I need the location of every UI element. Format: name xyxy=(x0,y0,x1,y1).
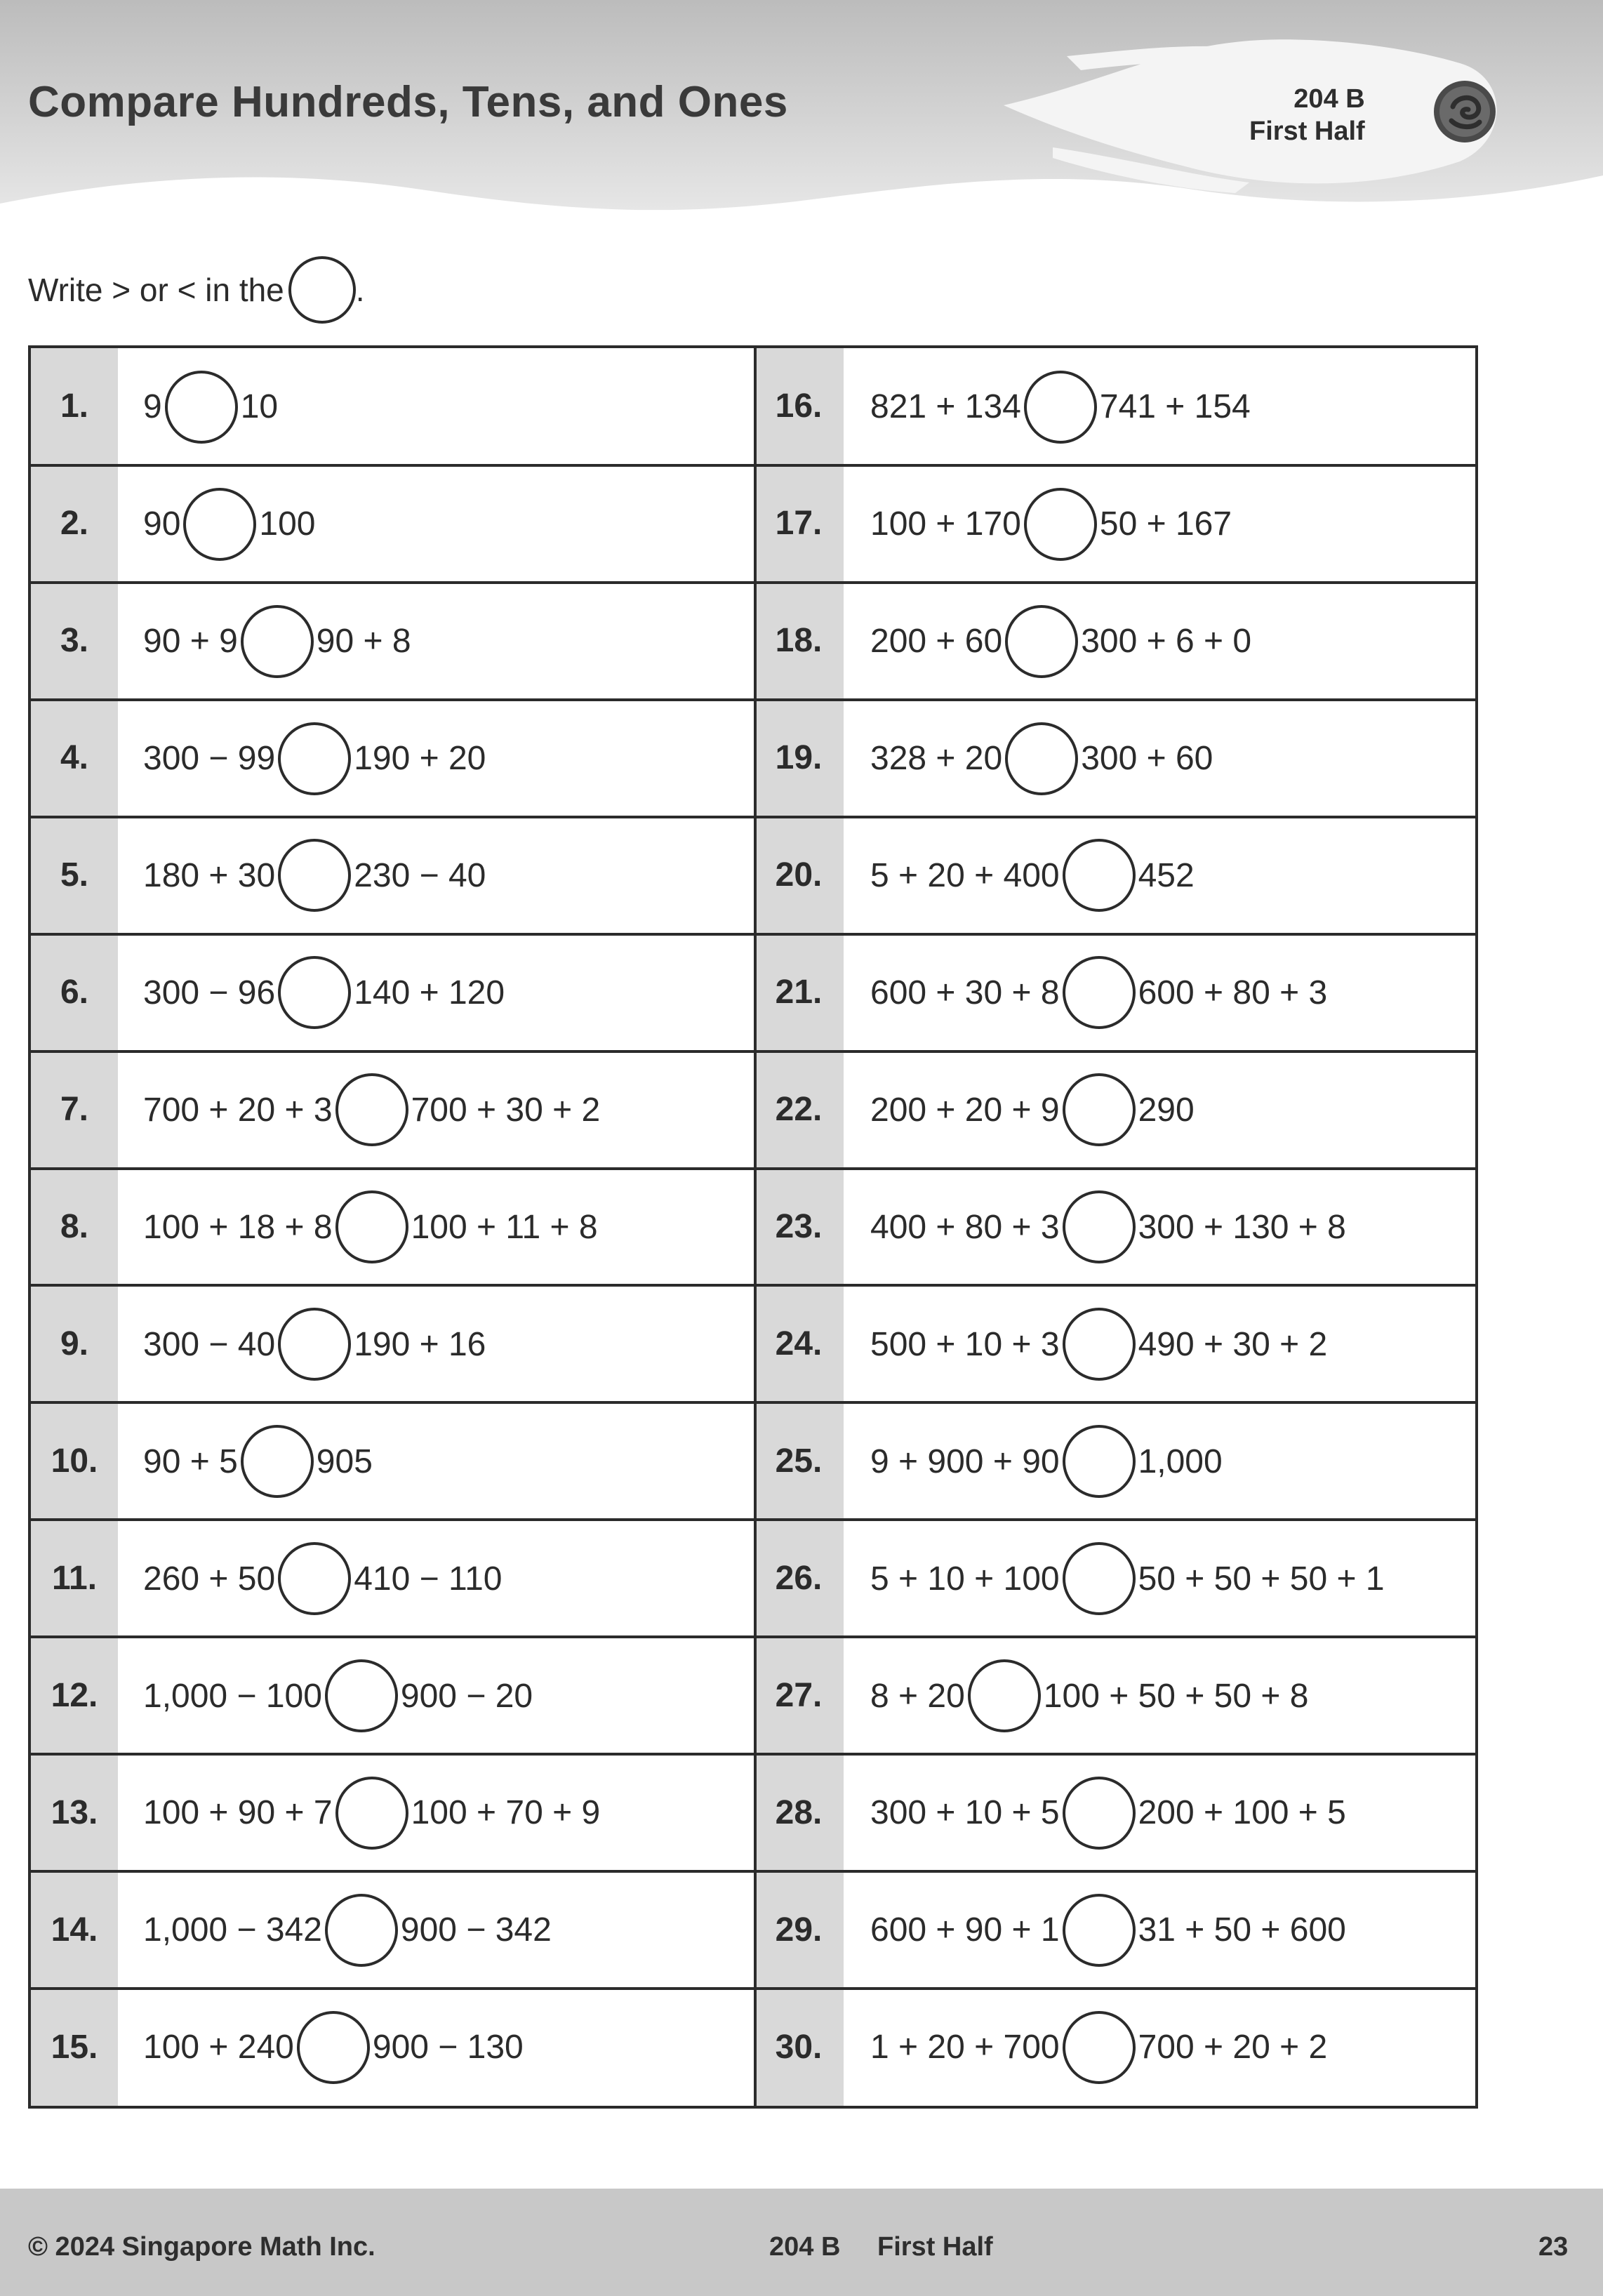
copyright: © 2024 Singapore Math Inc. xyxy=(28,2232,375,2262)
answer-circle[interactable] xyxy=(335,1777,408,1850)
answer-circle[interactable] xyxy=(968,1659,1041,1732)
comparison-problem xyxy=(870,1051,1195,1169)
comparison-problem xyxy=(143,583,411,701)
right-expression: 452 xyxy=(1138,856,1195,894)
comparison-problem xyxy=(870,1402,1223,1520)
answer-circle[interactable] xyxy=(183,488,256,561)
problem-number: 5. xyxy=(60,856,89,894)
answer-circle[interactable] xyxy=(1024,371,1097,444)
right-expression: 100 + 11 + 8 xyxy=(411,1208,598,1246)
problem-number: 16. xyxy=(775,387,823,425)
comparison-problem xyxy=(143,1871,552,1989)
answer-circle[interactable] xyxy=(241,1425,314,1498)
row-divider xyxy=(31,1401,1475,1404)
row-divider xyxy=(31,464,1475,467)
left-expression: 90 xyxy=(143,505,181,543)
comparison-problem xyxy=(143,1285,486,1403)
comparison-problem xyxy=(143,700,486,818)
row-divider xyxy=(31,1284,1475,1287)
row-divider xyxy=(31,1753,1475,1756)
answer-circle[interactable] xyxy=(1063,1542,1136,1615)
comparison-problem xyxy=(143,934,505,1052)
level-swirl-icon xyxy=(1432,79,1498,145)
right-expression: 50 + 50 + 50 + 1 xyxy=(1138,1560,1385,1598)
comparison-problem xyxy=(870,1285,1327,1403)
comparison-problem xyxy=(143,1520,503,1638)
right-expression: 900 − 130 xyxy=(372,2029,524,2066)
right-expression: 140 + 120 xyxy=(354,974,505,1011)
problem-number: 13. xyxy=(51,1793,98,1831)
footer-level: 204 B xyxy=(769,2232,841,2262)
problem-number: 6. xyxy=(60,974,89,1011)
right-expression: 50 + 167 xyxy=(1099,505,1232,543)
problem-number: 1. xyxy=(60,387,89,425)
left-expression: 5 + 10 + 100 xyxy=(870,1560,1060,1598)
problem-number: 4. xyxy=(60,739,89,777)
problem-number: 2. xyxy=(60,505,89,543)
problem-number: 7. xyxy=(60,1091,89,1129)
right-expression: 31 + 50 + 600 xyxy=(1138,1911,1346,1949)
comparison-problem xyxy=(870,817,1195,935)
answer-circle[interactable] xyxy=(241,605,314,678)
left-expression: 180 + 30 xyxy=(143,856,276,894)
answer-circle[interactable] xyxy=(165,371,238,444)
right-expression: 300 + 6 + 0 xyxy=(1081,623,1252,661)
problem-number: 23. xyxy=(775,1208,823,1245)
left-expression: 1 + 20 + 700 xyxy=(870,2029,1060,2066)
left-expression: 8 + 20 xyxy=(870,1677,965,1715)
comparison-problem xyxy=(143,1754,600,1872)
left-expression: 500 + 10 + 3 xyxy=(870,1325,1060,1363)
right-expression: 700 + 30 + 2 xyxy=(411,1091,601,1129)
comparison-problem xyxy=(870,1871,1346,1989)
comparison-problem xyxy=(143,1402,373,1520)
row-divider xyxy=(31,1518,1475,1521)
problem-number: 18. xyxy=(775,622,823,660)
right-expression: 100 xyxy=(259,505,316,543)
left-expression: 1,000 − 342 xyxy=(143,1911,322,1949)
left-expression: 600 + 30 + 8 xyxy=(870,974,1060,1011)
footer-half: First Half xyxy=(877,2232,993,2262)
circle-example-icon xyxy=(288,256,356,324)
left-expression: 300 − 99 xyxy=(143,740,276,778)
row-divider xyxy=(31,1870,1475,1873)
answer-circle[interactable] xyxy=(1063,839,1136,912)
comparison-problem xyxy=(870,1754,1346,1872)
right-expression: 741 + 154 xyxy=(1099,388,1251,426)
problem-number: 22. xyxy=(775,1091,823,1129)
level-badge xyxy=(1249,83,1365,147)
comparison-problem xyxy=(143,1637,533,1755)
answer-circle[interactable] xyxy=(1063,1190,1136,1263)
answer-circle[interactable] xyxy=(335,1073,408,1146)
answer-circle[interactable] xyxy=(278,956,351,1029)
left-expression: 300 − 96 xyxy=(143,974,276,1011)
comparison-problem xyxy=(870,1989,1327,2106)
problem-table xyxy=(28,345,1478,2109)
left-expression: 260 + 50 xyxy=(143,1560,276,1598)
problem-number: 21. xyxy=(775,974,823,1011)
right-expression: 100 + 50 + 50 + 8 xyxy=(1043,1677,1309,1715)
problem-number: 30. xyxy=(775,2028,823,2066)
comparison-problem xyxy=(143,348,278,466)
answer-circle[interactable] xyxy=(1024,488,1097,561)
comparison-problem xyxy=(870,583,1251,701)
answer-circle[interactable] xyxy=(325,1659,398,1732)
problem-number: 11. xyxy=(51,1559,98,1597)
left-expression: 90 + 5 xyxy=(143,1442,238,1480)
row-divider xyxy=(31,816,1475,818)
comparison-problem xyxy=(870,348,1251,466)
answer-circle[interactable] xyxy=(1005,722,1078,795)
answer-circle[interactable] xyxy=(1063,1425,1136,1498)
comparison-problem xyxy=(870,1169,1346,1287)
problem-number: 12. xyxy=(51,1676,98,1714)
left-expression: 600 + 90 + 1 xyxy=(870,1911,1060,1949)
answer-circle[interactable] xyxy=(278,722,351,795)
answer-circle[interactable] xyxy=(1005,605,1078,678)
right-expression: 490 + 30 + 2 xyxy=(1138,1325,1328,1363)
answer-circle[interactable] xyxy=(297,2011,370,2084)
left-expression: 5 + 20 + 400 xyxy=(870,856,1060,894)
answer-circle[interactable] xyxy=(1063,1308,1136,1381)
comparison-problem xyxy=(870,700,1213,818)
right-expression: 600 + 80 + 3 xyxy=(1138,974,1328,1011)
right-expression: 190 + 20 xyxy=(354,740,486,778)
answer-circle[interactable] xyxy=(1063,1073,1136,1146)
problem-number: 9. xyxy=(60,1325,89,1362)
page-number: 23 xyxy=(1538,2232,1569,2262)
answer-circle[interactable] xyxy=(1063,1894,1136,1967)
left-expression: 100 + 18 + 8 xyxy=(143,1208,333,1246)
left-expression: 1,000 − 100 xyxy=(143,1677,322,1715)
level-half: First Half xyxy=(1249,117,1365,146)
problem-number: 19. xyxy=(775,739,823,777)
left-expression: 9 xyxy=(143,388,162,426)
problem-number: 29. xyxy=(775,1911,823,1949)
problem-number: 27. xyxy=(775,1676,823,1714)
right-expression: 10 xyxy=(240,388,279,426)
answer-circle[interactable] xyxy=(325,1894,398,1967)
comparison-problem xyxy=(870,465,1232,583)
comparison-problem xyxy=(143,817,486,935)
row-divider xyxy=(31,1635,1475,1638)
problem-number: 25. xyxy=(775,1442,823,1480)
row-divider xyxy=(31,698,1475,701)
row-divider xyxy=(31,1167,1475,1170)
row-divider xyxy=(31,1050,1475,1053)
left-expression: 300 + 10 + 5 xyxy=(870,1794,1060,1832)
problem-number: 17. xyxy=(775,505,823,543)
left-expression: 100 + 240 xyxy=(143,2029,294,2066)
answer-circle[interactable] xyxy=(1063,2011,1136,2084)
left-expression: 821 + 134 xyxy=(870,388,1021,426)
right-expression: 900 − 342 xyxy=(400,1911,552,1949)
instruction-text: Write > or < in the xyxy=(28,272,284,308)
right-expression: 900 − 20 xyxy=(400,1677,533,1715)
answer-circle[interactable] xyxy=(278,839,351,912)
right-expression: 700 + 20 + 2 xyxy=(1138,2029,1328,2066)
problem-number: 26. xyxy=(775,1559,823,1597)
left-expression: 700 + 20 + 3 xyxy=(143,1091,333,1129)
right-expression: 410 − 110 xyxy=(354,1560,503,1598)
right-expression: 90 + 8 xyxy=(316,623,411,661)
comparison-problem xyxy=(143,465,315,583)
right-expression: 300 + 60 xyxy=(1081,740,1213,778)
left-expression: 100 + 170 xyxy=(870,505,1021,543)
left-expression: 328 + 20 xyxy=(870,740,1003,778)
problem-number: 15. xyxy=(51,2028,98,2066)
level-code: 204 B xyxy=(1293,84,1365,114)
instruction-period: . xyxy=(355,272,365,308)
problem-number: 28. xyxy=(775,1793,823,1831)
problem-number: 20. xyxy=(775,856,823,894)
instruction xyxy=(28,256,365,324)
right-expression: 1,000 xyxy=(1138,1442,1223,1480)
comparison-problem xyxy=(870,934,1327,1052)
right-expression: 905 xyxy=(316,1442,373,1480)
problem-number: 3. xyxy=(60,622,89,660)
row-divider xyxy=(31,933,1475,936)
comparison-problem xyxy=(143,1169,598,1287)
left-expression: 9 + 900 + 90 xyxy=(870,1442,1060,1480)
row-divider xyxy=(31,1987,1475,1990)
comparison-problem xyxy=(143,1051,600,1169)
answer-circle[interactable] xyxy=(278,1308,351,1381)
right-expression: 230 − 40 xyxy=(354,856,486,894)
left-expression: 200 + 60 xyxy=(870,623,1003,661)
left-expression: 400 + 80 + 3 xyxy=(870,1208,1060,1246)
problem-number: 14. xyxy=(51,1911,98,1949)
answer-circle[interactable] xyxy=(1063,1777,1136,1850)
left-expression: 100 + 90 + 7 xyxy=(143,1794,333,1832)
problem-number: 8. xyxy=(60,1208,89,1245)
column-divider xyxy=(754,348,757,2106)
comparison-problem xyxy=(143,1989,524,2106)
right-expression: 100 + 70 + 9 xyxy=(411,1794,601,1832)
row-divider xyxy=(31,581,1475,584)
answer-circle[interactable] xyxy=(1063,956,1136,1029)
right-expression: 190 + 16 xyxy=(354,1325,486,1363)
right-expression: 200 + 100 + 5 xyxy=(1138,1794,1346,1832)
problem-number: 10. xyxy=(51,1442,98,1480)
left-expression: 90 + 9 xyxy=(143,623,238,661)
right-expression: 300 + 130 + 8 xyxy=(1138,1208,1346,1246)
comparison-problem xyxy=(870,1520,1385,1638)
comparison-problem xyxy=(870,1637,1308,1755)
answer-circle[interactable] xyxy=(335,1190,408,1263)
left-expression: 200 + 20 + 9 xyxy=(870,1091,1060,1129)
left-expression: 300 − 40 xyxy=(143,1325,276,1363)
answer-circle[interactable] xyxy=(278,1542,351,1615)
page-title: Compare Hundreds, Tens, and Ones xyxy=(28,78,788,126)
problem-number: 24. xyxy=(775,1325,823,1362)
right-expression: 290 xyxy=(1138,1091,1195,1129)
